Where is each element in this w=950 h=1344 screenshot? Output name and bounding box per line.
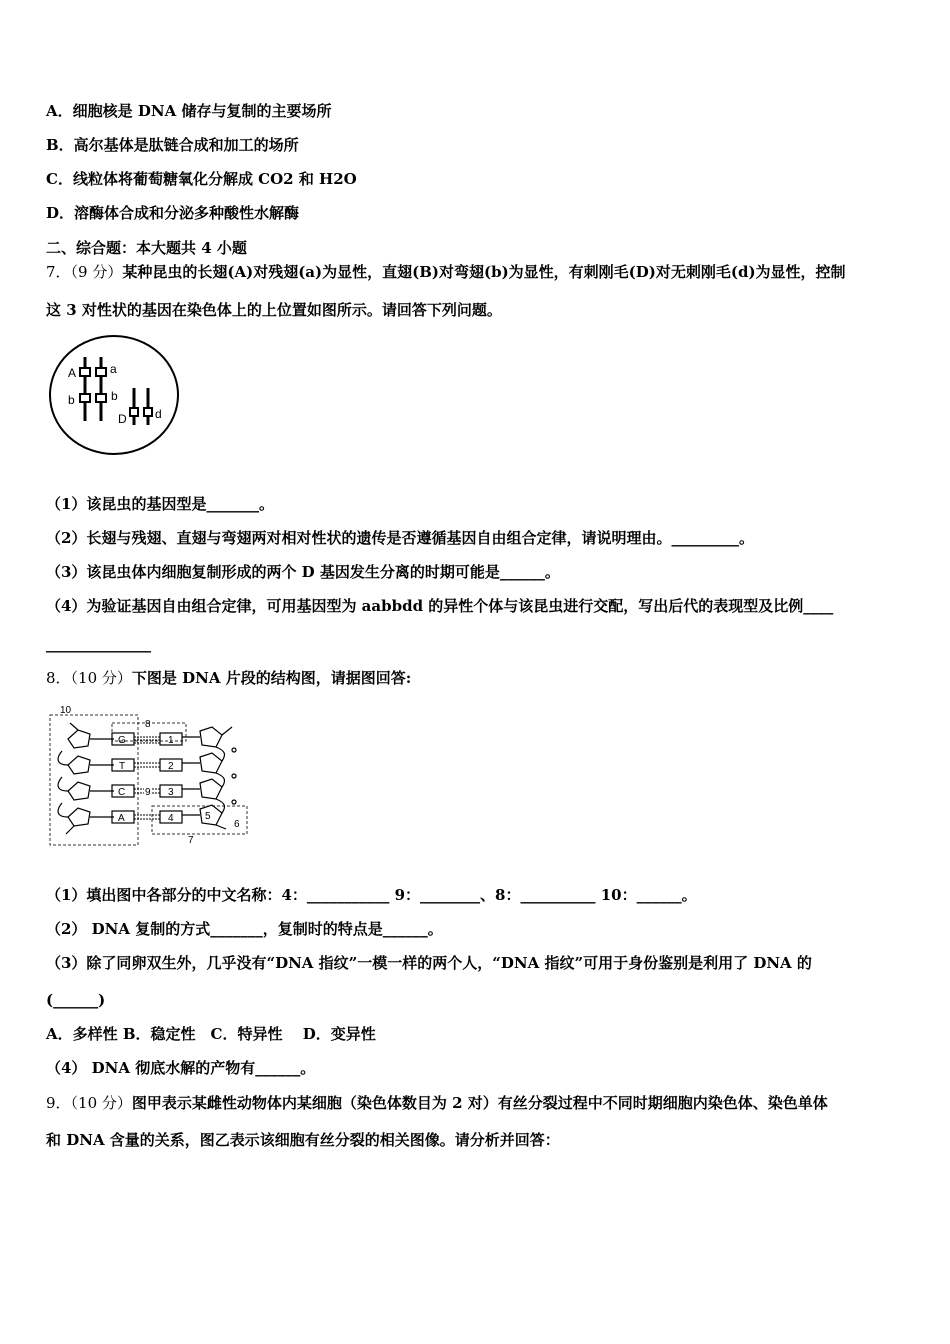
label-1: 1	[168, 735, 174, 746]
label-2: 2	[168, 761, 174, 772]
label-4: 4	[168, 813, 174, 824]
gene-label-b: b	[111, 389, 118, 403]
q8-part4: （4） DNA 彻底水解的产物有______。	[46, 1059, 316, 1077]
gene-label-D: D	[118, 412, 127, 426]
q7-stem-text: 某种昆虫的长翅(A)对残翅(a)为显性，直翅(B)对弯翅(b)为显性，有刺刚毛(D)对无刺刚毛(d)为显性，控制	[122, 263, 846, 281]
q8-part3: （3）除了同卵双生外，几乎没有“DNA 指纹”一模一样的两个人，“DNA 指纹”可用于身份鉴别是利用了 DNA 的	[46, 954, 812, 972]
label-7: 7	[188, 835, 194, 846]
gene-label-b: b	[68, 393, 75, 407]
q9-number: 9．（10 分）	[46, 1094, 132, 1112]
q7-number: 7．（9 分）	[46, 263, 123, 281]
q7-stem-line1	[46, 262, 846, 282]
q8-part2: （2） DNA 复制的方式_______，复制时的特点是______。	[46, 920, 443, 938]
q7-stem-line2: 这 3 对性状的基因在染色体上的上位置如图所示。请回答下列问题。	[46, 301, 502, 319]
option-d: D．溶酶体合成和分泌多种酸性水解酶	[46, 204, 300, 222]
q9-stem-text: 图甲表示某雌性动物体内某细胞（染色体数目为 2 对）有丝分裂过程中不同时期细胞内染色体、染色单体	[131, 1094, 828, 1112]
section-heading: 二、综合题：本大题共 4 小题	[46, 239, 247, 257]
box-7	[152, 806, 247, 834]
q8-part1: （1）填出图中各部分的中文名称：4：___________ 9：________、8：__________ 10：______。	[46, 886, 697, 904]
q9-stem-line1	[46, 1093, 828, 1113]
q8-stem	[46, 668, 411, 688]
gene-label-a: a	[110, 362, 117, 376]
base-T: T	[119, 761, 126, 772]
label-3: 3	[168, 787, 174, 798]
dna-structure-diagram	[48, 703, 250, 848]
chromosome-diagram	[48, 333, 182, 457]
label-9: 9	[145, 787, 151, 798]
label-5: 5	[205, 811, 211, 822]
q8-part3-blank: (______)	[46, 991, 106, 1009]
q7-part2: （2）长翅与残翅、直翅与弯翅两对相对性状的遗传是否遵循基因自由组合定律，请说明理由。_________。	[46, 529, 754, 547]
option-c: C．线粒体将葡萄糖氧化分解成 CO2 和 H2O	[46, 170, 357, 188]
label-6: 6	[234, 819, 240, 830]
q7-part4: （4）为验证基因自由组合定律，可用基因型为 aabbdd 的异性个体与该昆虫进行交配，写出后代的表现型及比例____	[46, 597, 834, 615]
gene-label-d: d	[155, 407, 162, 421]
gene-label-A: A	[68, 366, 77, 380]
base-C: C	[118, 787, 126, 798]
base-A: A	[118, 813, 125, 824]
label-8: 8	[145, 719, 151, 730]
q8-options: A．多样性 B．稳定性 C．特异性 D．变异性	[46, 1025, 376, 1043]
q9-stem-line2: 和 DNA 含量的关系，图乙表示该细胞有丝分裂的相关图像。请分析并回答：	[46, 1131, 560, 1149]
q7-part1: （1）该昆虫的基因型是_______。	[46, 495, 274, 513]
q7-part4-blank: ______________	[46, 635, 151, 653]
option-b: B．高尔基体是肽链合成和加工的场所	[46, 136, 299, 154]
q8-number: 8．（10 分）	[46, 669, 132, 687]
q8-stem-text: 下图是 DNA 片段的结构图，请据图回答:	[131, 669, 412, 687]
option-a: A．细胞核是 DNA 储存与复制的主要场所	[46, 102, 332, 120]
q7-part3: （3）该昆虫体内细胞复制形成的两个 D 基因发生分离的时期可能是______。	[46, 563, 560, 581]
label-10: 10	[60, 705, 72, 716]
base-G: G	[118, 735, 126, 746]
